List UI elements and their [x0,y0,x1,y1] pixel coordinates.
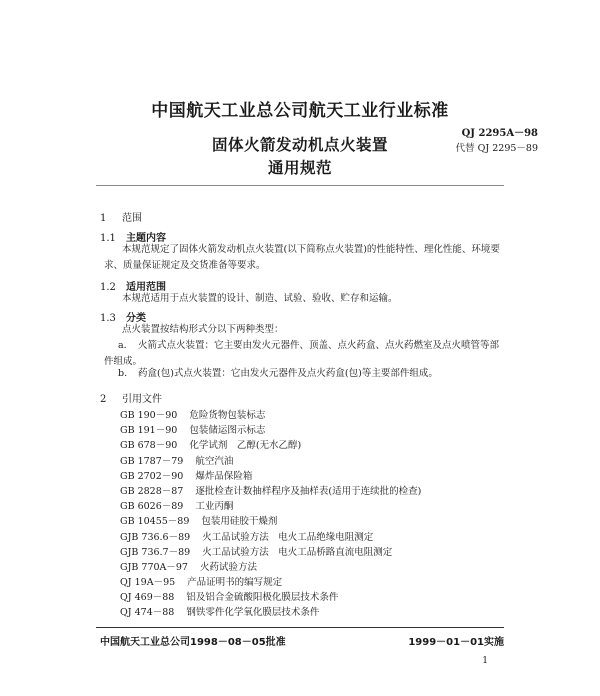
section-1-3-number: 1.3 [100,313,116,324]
reference-code: QJ 19A－95 [120,577,176,589]
reference-title: 工业丙酮 [195,501,234,513]
issue-approval: 中国航天工业总公司1998－08－05批准 [100,637,286,648]
reference-item [120,469,421,484]
section-1-1-text: 本规范规定了固体火箭发动机点火装置(以下简称点火装置)的性能特性、理化性能、环境要求、质量保证规定及交货准备等要求。 [104,244,500,271]
reference-title: 爆炸品保险箱 [195,470,253,482]
reference-title: 火药试验方法 [199,561,257,573]
reference-title: 包装用硅胶干燥剂 [201,516,278,528]
section-1-1-title: 主题内容 [126,233,166,244]
reference-code: GJB 736.7－89 [120,546,191,558]
reference-code: QJ 469－88 [120,592,175,604]
reference-code: GB 10455－89 [120,516,190,528]
effective-date: 1999－01－01实施 [408,637,504,648]
page-number: 1 [482,656,488,666]
reference-code: GB 190－90 [120,410,178,421]
section-1-number: 1 [100,213,107,224]
reference-item [120,545,421,560]
section-2-title: 引用文件 [122,394,162,405]
reference-code: GJB 770A－97 [120,561,188,573]
section-1-2-number: 1.2 [100,282,116,293]
reference-item [120,499,421,514]
item-b-text: 药盒(包)式点火装置：它由发火元器件及点火药盒(包)等主要部件组成。 [138,368,438,379]
section-1-title: 范围 [122,213,142,224]
reference-code: GB 1787－79 [120,455,184,467]
reference-item [120,408,421,423]
item-a-text: 火箭式点火装置：它主要由发火元器件、顶盖、点火药盒、点火药燃室及点火喷管等部件组成。 [104,340,500,367]
item-a-mark: a. [118,340,127,351]
org-title: 中国航天工业总公司航天工业行业标准 [151,101,449,121]
reference-item [120,530,421,545]
section-2-number: 2 [100,394,107,405]
reference-item [120,514,421,529]
reference-code: GB 678－90 [120,440,178,452]
reference-item [120,605,421,620]
reference-title: 逐批检查计数抽样程序及抽样表(适用于连续批的检查) [195,485,422,497]
reference-item [120,423,421,438]
section-1-3-item-b [104,366,506,382]
section-1-2-text: 本规范适用于点火装置的设计、制造、试验、验收、贮存和运输。 [122,293,398,304]
document-title-line1: 固体火箭发动机点火装置 [211,136,388,154]
reference-code: QJ 474－88 [120,607,175,619]
reference-code: GB 2702－90 [120,470,184,482]
reference-code: GB 2828－87 [120,485,184,497]
reference-title: 危险货物包装标志 [189,410,266,421]
reference-code: GB 191－90 [120,425,178,437]
document-title-line2: 通用规范 [267,159,332,177]
section-1-3-title: 分类 [126,313,146,324]
header-divider [96,185,504,186]
reference-title: 包装储运图示标志 [189,425,266,437]
standard-code: QJ 2295A－98 [461,128,538,139]
item-b-mark: b. [118,368,128,379]
reference-title: 产品证明书的编写规定 [187,577,283,589]
reference-item [120,454,421,469]
reference-title: 火工品试验方法 电火工品桥路直流电阻测定 [202,546,393,558]
reference-item [120,484,421,499]
reference-item [120,438,421,453]
reference-list [120,408,421,621]
reference-item [120,590,421,605]
footer-divider [96,627,504,628]
section-2-title-row [100,390,162,405]
reference-item [120,560,421,575]
reference-code: GJB 736.6－89 [120,531,191,543]
reference-title: 火工品试验方法 电火工品绝缘电阻测定 [202,531,374,543]
section-1-1-number: 1.1 [100,233,116,244]
reference-item [120,575,421,590]
replaces-standard: 代替 QJ 2295－89 [455,143,538,154]
reference-title: 航空汽油 [195,455,234,467]
reference-code: GB 6026－89 [120,501,184,513]
section-1-3-intro: 点火装置按结构形式分以下两种类型： [122,324,284,335]
reference-title: 铝及铝合金硫酸阳极化膜层技术条件 [186,592,339,604]
section-1-2-title: 适用范围 [126,282,166,293]
section-1-heading [100,209,142,224]
reference-title: 化学试剂 乙醇(无水乙醇) [189,440,302,452]
reference-title: 钢铁零件化学氧化膜层技术条件 [186,607,320,619]
